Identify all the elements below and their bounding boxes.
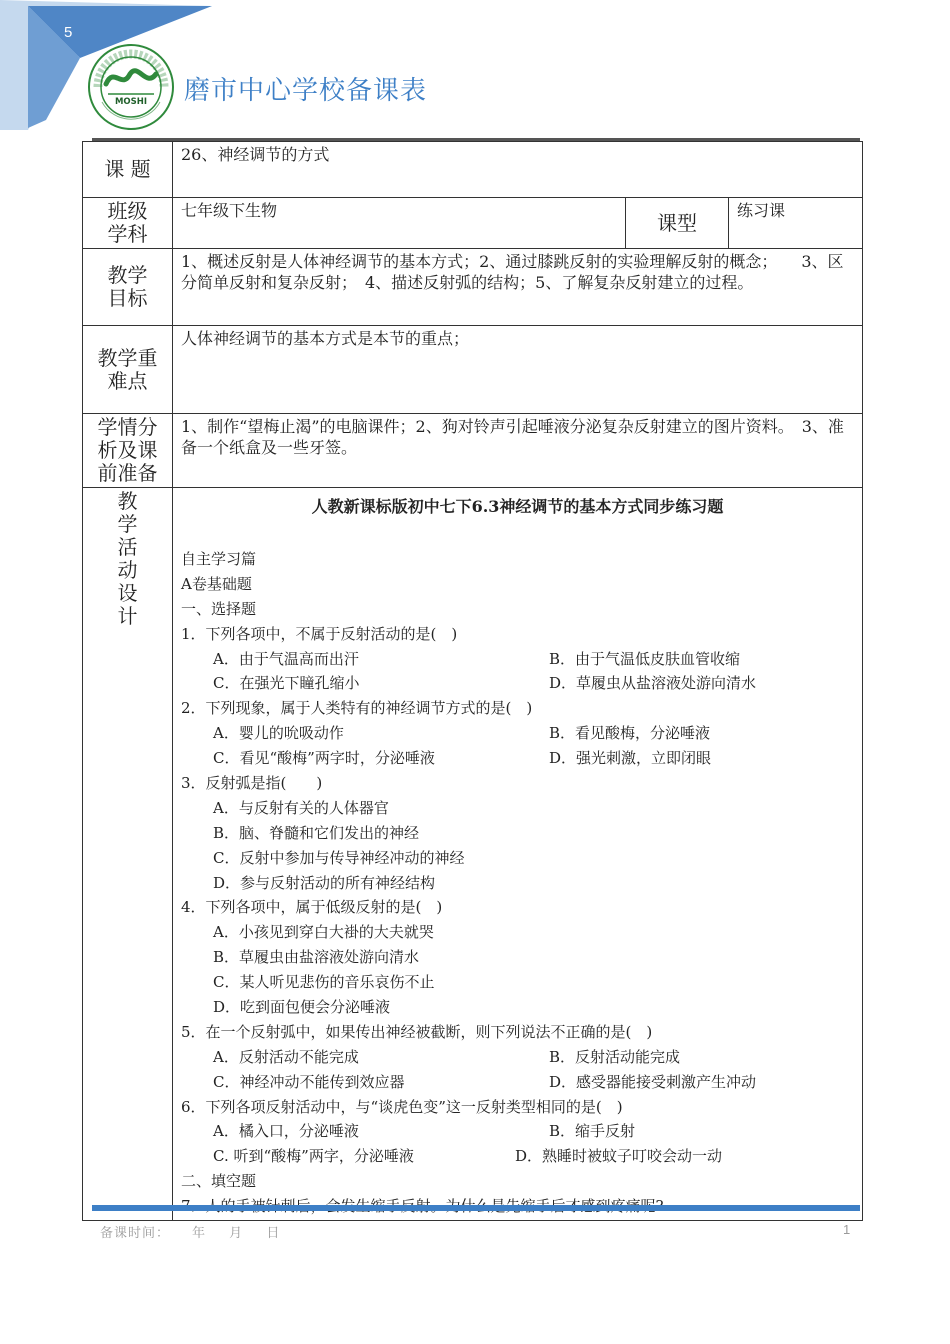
type-label: 课型: [626, 198, 729, 249]
q4-option-a: A．小孩见到穿白大褂的大夫就哭: [213, 923, 434, 942]
q1-option-c: C．在强光下瞳孔缩小: [213, 674, 360, 693]
row-class: [83, 198, 863, 249]
q5-option-a: A．反射活动不能完成: [213, 1047, 359, 1066]
q6-option-d: D．熟睡时被蚊子叮咬会动一动: [515, 1147, 723, 1166]
q2-option-d: D．强光刺激，立即闭眼: [549, 749, 712, 768]
q5-option-c: C．神经冲动不能传到效应器: [213, 1072, 405, 1091]
goal-label: 教学目标: [83, 249, 173, 326]
question-6: 6．下列各项反射活动中，与“谈虎色变”这一反射类型相同的是( ): [181, 1097, 623, 1116]
q4-option-d: D．吃到面包便会分泌唾液: [213, 998, 391, 1017]
lesson-plan-table: [82, 141, 863, 1221]
page-number: 5: [64, 24, 73, 41]
q6-option-c: C. 听到“酸梅”两字，分泌唾液: [213, 1147, 414, 1166]
activity-content: [173, 488, 863, 1221]
footer-bar: [92, 1205, 860, 1211]
q6-option-a: A．橘入口，分泌唾液: [213, 1122, 359, 1141]
q5-option-d: D．感受器能接受刺激产生冲动: [549, 1072, 757, 1091]
q1-options-row1: [181, 647, 854, 672]
question-4: 4．下列各项中，属于低级反射的是( ): [181, 898, 443, 917]
q5-options-row1: [181, 1045, 854, 1070]
q1-option-d: D．草履虫从盐溶液处游向清水: [549, 674, 757, 693]
q4-option-c: C．某人听见悲伤的音乐哀伤不止: [213, 973, 435, 992]
row-key: [83, 326, 863, 414]
question-2: 2．下列现象，属于人类特有的神经调节方式的是( ): [181, 699, 533, 718]
school-title: 磨市中心学校备课表: [184, 76, 428, 106]
day-label: 日: [266, 1226, 280, 1241]
q2-options-row2: [181, 746, 854, 771]
q1-options-row2: [181, 671, 854, 696]
activity-label: 教 学 活 动 设 计: [83, 488, 173, 1221]
row-goal: [83, 249, 863, 326]
prep-label: 学情分析及课前准备: [83, 414, 173, 488]
q3-option-c: C．反射中参加与传导神经冲动的神经: [213, 848, 465, 867]
section-a: A卷基础题: [181, 574, 252, 593]
row-activity: [83, 488, 863, 1221]
key-value: 人体神经调节的基本方式是本节的重点；: [173, 326, 863, 414]
q1-option-a: A．由于气温高而出汗: [213, 649, 359, 668]
q1-option-b: B．由于气温低皮肤血管收缩: [549, 649, 741, 668]
exercise-title: 人教新课标版初中七下6.3神经调节的基本方式同步练习题: [311, 497, 724, 516]
question-3: 3．反射弧是指( ): [181, 774, 323, 793]
svg-text:MOSHI: MOSHI: [114, 97, 148, 107]
type-value: 练习课: [729, 198, 863, 249]
q2-option-a: A．婴儿的吮吸动作: [213, 724, 344, 743]
q3-option-b: B．脑、脊髓和它们发出的神经: [213, 823, 420, 842]
part-fill: 二、填空题: [181, 1172, 257, 1191]
key-label: 教学重难点: [83, 326, 173, 414]
question-5: 5．在一个反射弧中，如果传出神经被截断，则下列说法不正确的是( ): [181, 1022, 653, 1041]
q6-options-row2: [181, 1144, 854, 1169]
prep-date: [192, 1222, 299, 1241]
part-choice: 一、选择题: [181, 599, 257, 618]
q3-option-a: A．与反射有关的人体器官: [213, 798, 389, 817]
q2-option-b: B．看见酸梅，分泌唾液: [549, 724, 711, 743]
q2-option-c: C．看见“酸梅”两字时，分泌唾液: [213, 749, 435, 768]
section-self-study: 自主学习篇: [181, 550, 257, 568]
q3-option-d: D．参与反射活动的所有神经结构: [213, 873, 436, 892]
footer-page-number: 1: [843, 1222, 851, 1237]
school-logo: [88, 44, 174, 130]
class-label: 班级学科: [83, 198, 173, 249]
row-prep: [83, 414, 863, 488]
q5-option-b: B．反射活动能完成: [549, 1047, 681, 1066]
year-label: 年: [192, 1226, 206, 1241]
topic-label: 课 题: [83, 142, 173, 198]
class-value: 七年级下生物: [173, 198, 626, 249]
q2-options-row1: [181, 721, 854, 746]
q5-options-row2: [181, 1070, 854, 1095]
row-topic: [83, 142, 863, 198]
topic-value: 26、神经调节的方式: [173, 142, 863, 198]
prep-value: 1、制作“望梅止渴”的电脑课件；2、狗对铃声引起唾液分泌复杂反射建立的图片资料。 3、准备一个纸盒及一些牙签。: [173, 414, 863, 488]
q4-option-b: B．草履虫由盐溶液处游向清水: [213, 948, 420, 967]
question-1: 1．下列各项中，不属于反射活动的是( ): [181, 624, 458, 643]
goal-value: 1、概述反射是人体神经调节的基本方式；2、通过膝跳反射的实验理解反射的概念； 3、区分简单反射和复杂反射； 4、描述反射弧的结构；5、了解复杂反射建立的过程。: [173, 249, 863, 326]
q6-options-row1: [181, 1119, 854, 1144]
q6-option-b: B．缩手反射: [549, 1122, 636, 1141]
prep-time-label: 备课时间：: [100, 1226, 171, 1241]
month-label: 月: [229, 1226, 243, 1241]
